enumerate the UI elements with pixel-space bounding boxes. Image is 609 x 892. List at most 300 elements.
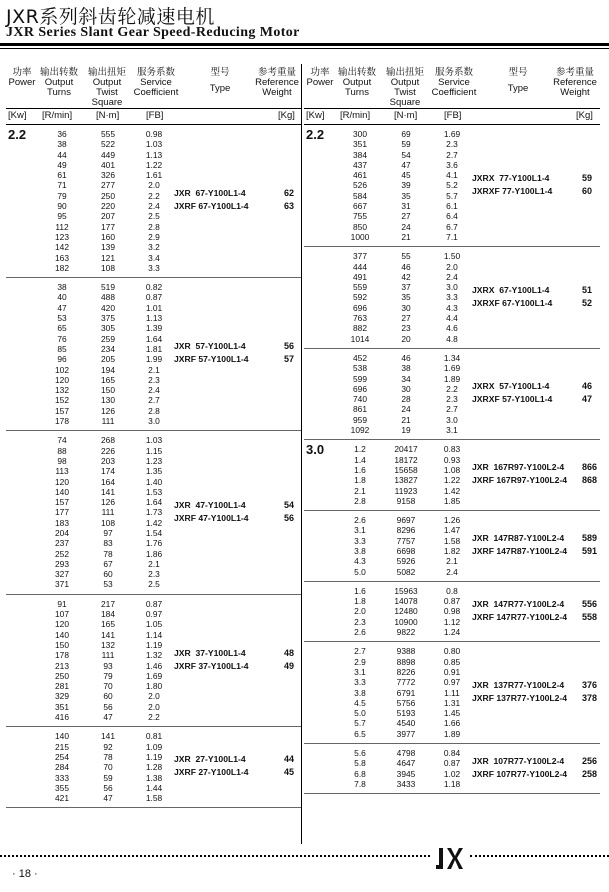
service-cell: 2.4 [446, 566, 458, 577]
speed-cell: 38 [57, 282, 67, 293]
torque-cell: 488 [101, 292, 115, 303]
model-name: JXRXF 67-Y100L1-4 [472, 297, 553, 308]
table-row [6, 538, 302, 548]
table-row [304, 729, 600, 739]
speed-cell: 1.4 [354, 454, 366, 465]
table-row [6, 253, 302, 263]
table-row [6, 406, 302, 416]
service-cell: 0.97 [443, 677, 461, 688]
table-row [6, 507, 302, 517]
table-row [6, 263, 302, 273]
speed-cell: 96 [57, 354, 67, 365]
speed-cell: 1000 [350, 231, 370, 242]
speed-cell: 120 [55, 619, 69, 630]
torque-cell: 13827 [394, 475, 418, 486]
speed-cell: 65 [57, 323, 67, 334]
torque-cell: 126 [101, 497, 115, 508]
service-cell: 2.2 [446, 383, 458, 394]
model-name: JXR 67-Y100L1-4 [174, 188, 246, 199]
model-name: JXR 37-Y100L1-4 [174, 647, 246, 658]
service-cell: 1.58 [443, 535, 461, 546]
torque-cell: 305 [101, 323, 115, 334]
speed-cell: 437 [353, 159, 367, 170]
model-name: JXR 47-Y100L1-4 [174, 499, 246, 510]
torque-cell: 259 [101, 333, 115, 344]
service-cell: 0.83 [443, 444, 461, 455]
speed-cell: 7.8 [354, 778, 366, 789]
table-row [6, 497, 302, 507]
table-header [6, 64, 302, 108]
table-row [6, 385, 302, 395]
speed-cell: 491 [353, 271, 367, 282]
weight-value: 52 [582, 297, 593, 308]
torque-cell: 111 [101, 650, 115, 661]
speed-cell: 333 [55, 772, 69, 783]
table-row [6, 354, 302, 364]
table-row [6, 139, 302, 149]
weight-value: 54 [284, 499, 295, 510]
speed-cell: 204 [55, 527, 69, 538]
table-row [304, 779, 600, 789]
units-row: [Kw] [R/min] [N·m] [FB] [Kg] [6, 108, 302, 125]
table-row [304, 415, 600, 425]
service-cell: 2.7 [148, 395, 160, 406]
speed-cell: 1.8 [354, 596, 366, 607]
torque-cell: 519 [101, 282, 115, 293]
service-cell: 1.19 [145, 639, 163, 650]
service-cell: 1.81 [145, 343, 163, 354]
torque-cell: 108 [101, 262, 115, 273]
speed-cell: 252 [55, 548, 69, 559]
torque-cell: 93 [103, 660, 113, 671]
speed-cell: 49 [57, 159, 67, 170]
torque-cell: 38 [401, 363, 411, 374]
speed-cell: 284 [55, 762, 69, 773]
right-table [304, 64, 600, 794]
speed-cell: 5.0 [354, 708, 366, 719]
speed-cell: 140 [55, 629, 69, 640]
torque-cell: 164 [101, 476, 115, 487]
table-row [6, 619, 302, 629]
torque-cell: 3433 [396, 778, 416, 789]
table-row [6, 783, 302, 793]
table-row [6, 282, 302, 292]
speed-cell: 132 [55, 385, 69, 396]
header-type: 型号 Type [209, 67, 231, 94]
model-name: JXRX 67-Y100L1-4 [472, 284, 550, 295]
service-cell: 4.1 [446, 170, 458, 181]
table-row [6, 232, 302, 242]
service-cell: 2.9 [148, 231, 160, 242]
service-cell: 3.0 [148, 416, 160, 427]
service-cell: 1.89 [443, 373, 461, 384]
table-row [6, 180, 302, 190]
speed-cell: 40 [57, 292, 67, 303]
service-cell: 6.4 [446, 211, 458, 222]
service-cell: 1.13 [145, 149, 163, 160]
torque-cell: 4647 [396, 758, 416, 769]
service-cell: 2.3 [148, 569, 160, 580]
header-torque: 输出扭矩 Output Twist Square [87, 67, 126, 108]
speed-cell: 2.0 [354, 606, 366, 617]
table-row [304, 556, 600, 566]
table-row [304, 251, 600, 261]
model-name: JXRF 67-Y100L1-4 [174, 201, 249, 212]
torque-cell: 6791 [396, 687, 416, 698]
torque-cell: 47 [103, 793, 113, 804]
table-row [6, 170, 302, 180]
torque-cell: 141 [101, 629, 115, 640]
torque-cell: 60 [103, 691, 113, 702]
torque-cell: 217 [101, 598, 115, 609]
service-cell: 1.40 [145, 476, 163, 487]
torque-cell: 83 [103, 538, 113, 549]
header-service: 服务系数 Service Coefficient [133, 67, 179, 98]
service-cell: 1.09 [145, 741, 163, 752]
table-row [6, 466, 302, 476]
speed-cell: 2.8 [354, 495, 366, 506]
torque-cell: 35 [401, 292, 411, 303]
spec-group [304, 642, 600, 744]
spec-group [6, 125, 302, 278]
service-cell: 1.31 [443, 697, 461, 708]
speed-cell: 355 [55, 782, 69, 793]
torque-cell: 111 [101, 416, 115, 427]
speed-cell: 850 [353, 221, 367, 232]
speed-cell: 882 [353, 323, 367, 334]
speed-cell: 157 [55, 405, 69, 416]
table-row [304, 353, 600, 363]
torque-cell: 177 [101, 221, 115, 232]
service-cell: 6.1 [446, 201, 458, 212]
service-cell: 0.87 [443, 596, 461, 607]
table-row [6, 416, 302, 426]
footer-rule [0, 855, 430, 857]
service-cell: 3.1 [446, 425, 458, 436]
service-cell: 4.6 [446, 323, 458, 334]
torque-cell: 21 [401, 414, 411, 425]
speed-cell: 90 [57, 201, 67, 212]
torque-cell: 45 [401, 170, 411, 181]
power-value: 2.2 [306, 127, 325, 142]
torque-cell: 8226 [396, 666, 416, 677]
service-cell: 3.4 [148, 252, 160, 263]
model-name: JXRF 167R97-Y100L2-4 [472, 475, 568, 486]
speed-cell: 95 [57, 211, 67, 222]
torque-cell: 234 [101, 343, 115, 354]
speed-cell: 5.6 [354, 748, 366, 759]
torque-cell: 111 [101, 507, 115, 518]
table-row [304, 282, 600, 292]
speed-cell: 740 [353, 394, 367, 405]
torque-cell: 9158 [396, 495, 416, 506]
service-cell: 1.47 [443, 525, 461, 536]
torque-cell: 35 [401, 190, 411, 201]
speed-cell: 4.3 [354, 556, 366, 567]
torque-cell: 24 [401, 221, 411, 232]
speed-cell: 559 [353, 282, 367, 293]
table-row [304, 394, 600, 404]
service-cell: 3.6 [446, 159, 458, 170]
torque-cell: 203 [101, 455, 115, 466]
spec-group [304, 125, 600, 247]
model-name: JXRF 107R77-Y100L2-4 [472, 768, 568, 779]
speed-cell: 696 [353, 383, 367, 394]
table-header [304, 64, 600, 108]
table-row [304, 425, 600, 435]
torque-cell: 56 [103, 782, 113, 793]
torque-cell: 8898 [396, 656, 416, 667]
spec-group [6, 595, 302, 728]
torque-cell: 42 [401, 271, 411, 282]
service-cell: 1.35 [145, 466, 163, 477]
model-name: JXRXF 77-Y100L1-4 [472, 185, 553, 196]
service-cell: 3.2 [148, 242, 160, 253]
table-row [6, 640, 302, 650]
table-row [6, 365, 302, 375]
table-row [304, 180, 600, 190]
spec-group [304, 511, 600, 582]
speed-cell: 3.8 [354, 687, 366, 698]
table-row [6, 477, 302, 487]
footer-rule [470, 855, 609, 857]
service-cell: 1.19 [145, 751, 163, 762]
speed-cell: 142 [55, 242, 69, 253]
speed-cell: 250 [55, 670, 69, 681]
table-row [6, 191, 302, 201]
page-title-en: JXR Series Slant Gear Speed-Reducing Motor [6, 25, 300, 40]
speed-cell: 2.9 [354, 656, 366, 667]
table-row [6, 647, 302, 661]
speed-cell: 377 [353, 251, 367, 262]
torque-cell: 15963 [394, 585, 418, 596]
torque-cell: 92 [103, 741, 113, 752]
torque-cell: 24 [401, 404, 411, 415]
service-cell: 2.1 [148, 364, 160, 375]
table-row [304, 657, 600, 667]
speed-cell: 140 [55, 486, 69, 497]
service-cell: 2.3 [446, 394, 458, 405]
service-cell: 2.7 [446, 149, 458, 160]
torque-cell: 3945 [396, 768, 416, 779]
service-cell: 1.11 [444, 687, 460, 698]
torque-cell: 141 [101, 731, 115, 742]
torque-cell: 11923 [394, 485, 418, 496]
table-row [304, 567, 600, 577]
speed-cell: 3.3 [354, 535, 366, 546]
speed-cell: 3.1 [354, 666, 366, 677]
power-value: 2.2 [8, 127, 27, 142]
table-row [304, 496, 600, 506]
table-row [304, 363, 600, 373]
torque-cell: 12480 [394, 606, 418, 617]
torque-cell: 165 [101, 374, 115, 385]
speed-cell: 98 [57, 455, 67, 466]
table-row [6, 201, 302, 211]
header-speed: 输出转数 Output Turns [39, 67, 78, 98]
weight-value: 258 [582, 768, 598, 779]
model-name: JXRX 77-Y100L1-4 [472, 172, 550, 183]
model-name: JXR 107R77-Y100L2-4 [472, 755, 565, 766]
speed-cell: 53 [57, 313, 67, 324]
torque-cell: 55 [401, 251, 411, 262]
speed-cell: 91 [57, 598, 67, 609]
speed-cell: 120 [55, 476, 69, 487]
service-cell: 1.64 [145, 333, 163, 344]
speed-cell: 452 [353, 352, 367, 363]
torque-cell: 7772 [396, 677, 416, 688]
spec-group [304, 744, 600, 794]
speed-cell: 3.1 [354, 525, 366, 536]
table-row [304, 272, 600, 282]
torque-cell: 126 [101, 405, 115, 416]
weight-value: 378 [582, 692, 598, 703]
model-name: JXRF 57-Y100L1-4 [174, 354, 249, 365]
weight-value: 59 [582, 172, 593, 183]
table-row [304, 160, 600, 170]
speed-cell: 6.5 [354, 728, 366, 739]
service-cell: 2.1 [148, 558, 160, 569]
service-cell: 1.15 [145, 445, 163, 456]
table-row [6, 762, 302, 772]
table-row [304, 627, 600, 637]
speed-cell: 44 [57, 149, 67, 160]
service-cell: 0.98 [443, 606, 461, 617]
service-cell: 2.2 [148, 712, 160, 723]
table-row [304, 170, 600, 180]
speed-cell: 79 [57, 190, 67, 201]
header-weight: 参考重量 Reference Weight [553, 67, 597, 98]
torque-cell: 30 [401, 383, 411, 394]
speed-cell: 444 [353, 261, 367, 272]
service-cell: 1.50 [443, 251, 461, 262]
torque-cell: 56 [103, 701, 113, 712]
service-cell: 0.87 [145, 598, 163, 609]
torque-cell: 3977 [396, 728, 416, 739]
torque-cell: 14078 [394, 596, 418, 607]
speed-cell: 1014 [350, 333, 370, 344]
speed-cell: 351 [55, 701, 69, 712]
speed-cell: 538 [353, 363, 367, 374]
torque-cell: 6698 [396, 545, 416, 556]
speed-cell: 123 [55, 231, 69, 242]
service-cell: 0.84 [443, 748, 461, 759]
speed-cell: 959 [353, 414, 367, 425]
torque-cell: 449 [101, 149, 115, 160]
table-row [304, 313, 600, 323]
page-title-cn: JXR系列斜齿轮减速电机 [6, 6, 215, 28]
service-cell: 2.3 [446, 139, 458, 150]
service-cell: 1.42 [443, 485, 461, 496]
torque-cell: 37 [401, 282, 411, 293]
speed-cell: 38 [57, 139, 67, 150]
header-torque: 输出扭矩 Output Twist Square [385, 67, 424, 108]
table-row [304, 444, 600, 454]
service-cell: 1.64 [145, 497, 163, 508]
service-cell: 2.5 [148, 211, 160, 222]
weight-value: 866 [582, 462, 598, 473]
torque-cell: 9697 [396, 515, 416, 526]
service-cell: 1.66 [443, 718, 461, 729]
table-row [6, 731, 302, 741]
service-cell: 2.8 [148, 405, 160, 416]
service-cell: 2.1 [446, 556, 458, 567]
weight-value: 51 [582, 284, 593, 295]
table-row [6, 691, 302, 701]
table-row [304, 667, 600, 677]
table-row [6, 150, 302, 160]
spec-group [304, 247, 600, 349]
service-cell: 2.0 [148, 180, 160, 191]
weight-value: 56 [284, 341, 295, 352]
table-row [6, 579, 302, 589]
speed-cell: 384 [353, 149, 367, 160]
torque-cell: 47 [103, 712, 113, 723]
model-name: JXR 57-Y100L1-4 [174, 341, 246, 352]
service-cell: 1.69 [443, 363, 461, 374]
torque-cell: 46 [401, 352, 411, 363]
service-cell: 1.42 [145, 517, 163, 528]
table-row [6, 344, 302, 354]
weight-value: 62 [284, 188, 295, 199]
torque-cell: 67 [103, 558, 113, 569]
jx-logo-icon [436, 845, 464, 871]
table-row [6, 712, 302, 722]
torque-cell: 160 [101, 231, 115, 242]
spec-group [6, 431, 302, 594]
speed-cell: 526 [353, 180, 367, 191]
service-cell: 1.54 [145, 527, 163, 538]
torque-cell: 69 [401, 129, 411, 139]
speed-cell: 178 [55, 416, 69, 427]
service-cell: 2.0 [148, 691, 160, 702]
service-cell: 0.82 [145, 282, 163, 293]
service-cell: 1.22 [145, 159, 163, 170]
table-row [6, 456, 302, 466]
torque-cell: 555 [101, 129, 115, 139]
model-name: JXRF 37-Y100L1-4 [174, 660, 249, 671]
speed-cell: 329 [55, 691, 69, 702]
service-cell: 3.3 [148, 262, 160, 273]
service-cell: 3.0 [446, 282, 458, 293]
speed-cell: 2.7 [354, 646, 366, 657]
service-cell: 2.5 [148, 579, 160, 590]
service-cell: 2.8 [148, 221, 160, 232]
torque-cell: 184 [101, 609, 115, 620]
service-cell: 1.03 [145, 435, 163, 446]
model-name: JXR 137R77-Y100L2-4 [472, 679, 565, 690]
torque-cell: 70 [103, 681, 113, 692]
speed-cell: 140 [55, 731, 69, 742]
header-weight: 参考重量 Reference Weight [255, 67, 299, 98]
service-cell: 1.86 [145, 548, 163, 559]
torque-cell: 522 [101, 139, 115, 150]
service-cell: 1.45 [443, 708, 461, 719]
table-row [6, 222, 302, 232]
torque-cell: 165 [101, 619, 115, 630]
header-power: 功率 Power [8, 67, 36, 88]
service-cell: 0.97 [145, 609, 163, 620]
speed-cell: 461 [353, 170, 367, 181]
service-cell: 1.76 [145, 538, 163, 549]
speed-cell: 371 [55, 579, 69, 590]
speed-cell: 327 [55, 569, 69, 580]
table-row [304, 646, 600, 656]
torque-cell: 20 [401, 333, 411, 344]
service-cell: 1.14 [145, 629, 163, 640]
table-row [6, 518, 302, 528]
service-cell: 4.4 [446, 313, 458, 324]
